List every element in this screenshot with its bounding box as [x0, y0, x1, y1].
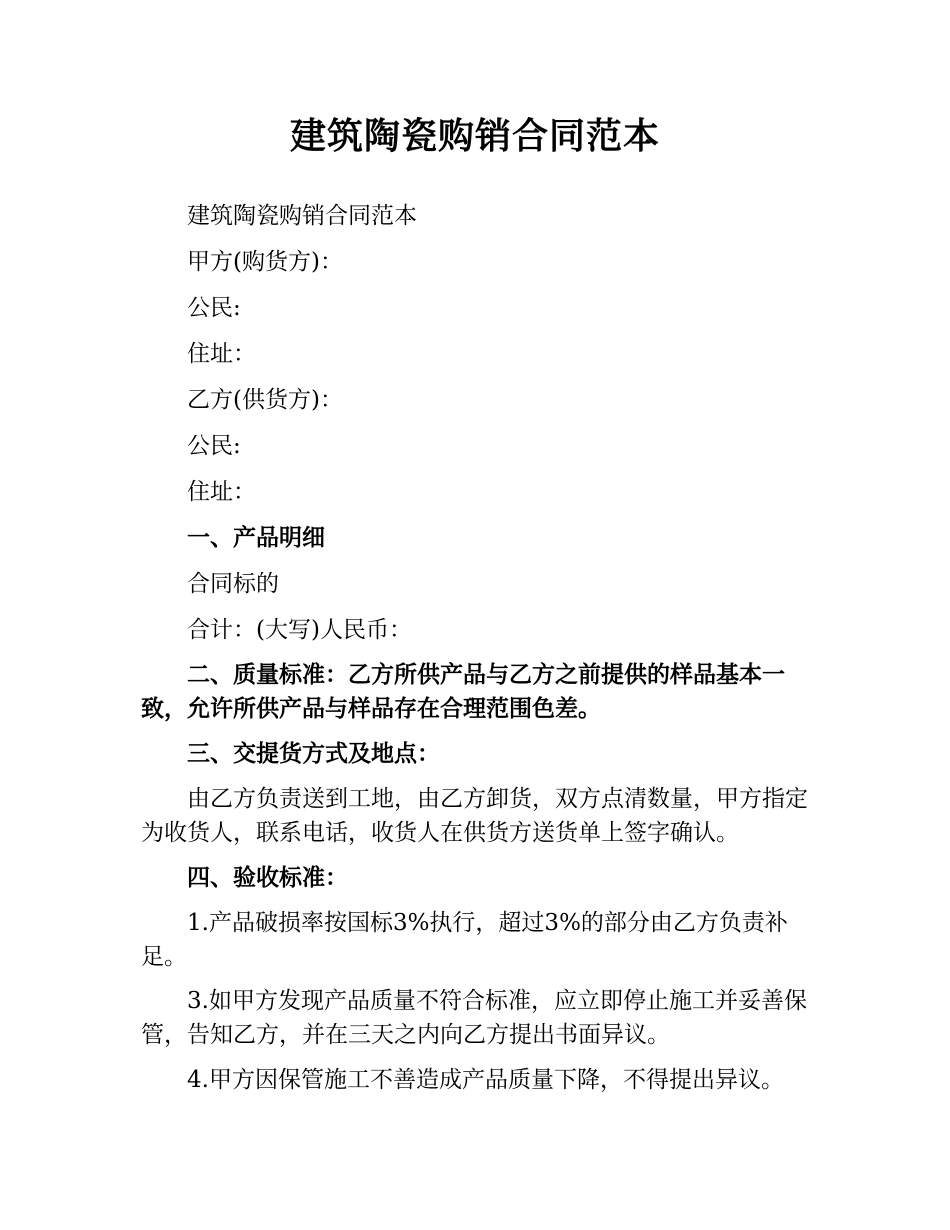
paragraph-party-b-citizen: 公民:	[187, 433, 241, 459]
paragraph-delivery-details: 由乙方负责送到工地，由乙方卸货，双方点清数量，甲方指定为收货人，联系电话，收货人在供货方送货单上签字确认。	[141, 786, 808, 846]
section-heading-acceptance: 四、验收标准：	[187, 865, 348, 891]
paragraph-party-b-address: 住址：	[187, 479, 256, 505]
paragraph-party-a-address: 住址：	[187, 341, 256, 367]
paragraph-party-a: 甲方(购货方)：	[187, 249, 343, 275]
section-heading-delivery: 三、交提货方式及地点：	[187, 741, 440, 767]
section-heading-product-details: 一、产品明细	[187, 525, 325, 551]
paragraph-party-b: 乙方(供货方)：	[187, 387, 343, 413]
paragraph-acceptance-3: 3.如甲方发现产品质量不符合标准，应立即停止施工并妥善保管，告知乙方，并在三天之内向乙方提出书面异议。	[141, 988, 807, 1048]
paragraph-party-a-citizen: 公民:	[187, 295, 241, 321]
document-title: 建筑陶瓷购销合同范本	[289, 116, 660, 157]
document-body	[141, 198, 821, 1108]
paragraph-contract-subject: 合同标的	[187, 571, 279, 597]
paragraph-acceptance-4: 4.甲方因保管施工不善造成产品质量下降，不得提出异议。	[187, 1067, 784, 1093]
paragraph-acceptance-1: 1.产品破损率按国标3%执行，超过3%的部分由乙方负责补足。	[141, 910, 788, 970]
paragraph-subtitle: 建筑陶瓷购销合同范本	[187, 203, 417, 229]
paragraph-total: 合计：(大写)人民币：	[187, 617, 412, 643]
section-quality-standard: 二、质量标准：乙方所供产品与乙方之前提供的样品基本一致，允许所供产品与样品存在合理范围色差。	[141, 662, 785, 722]
